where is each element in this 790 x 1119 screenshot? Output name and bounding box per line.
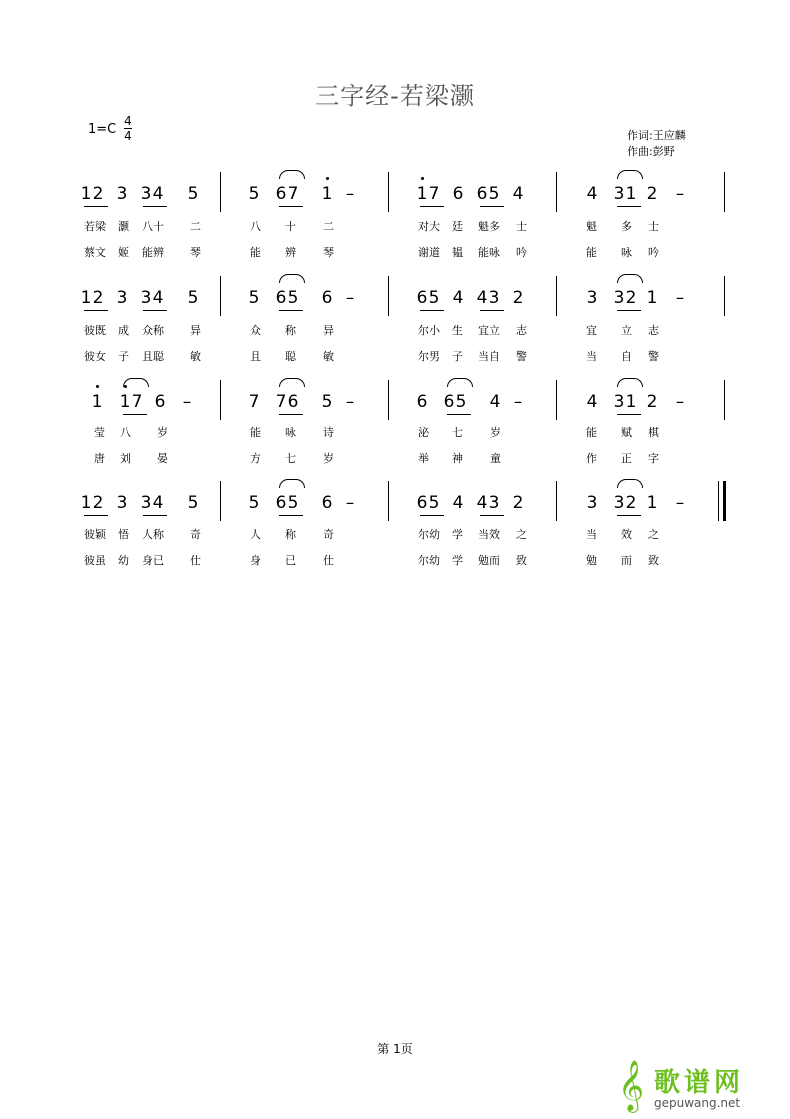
lyric-syllable: 举 — [418, 452, 429, 465]
lyric-syllable: 正 — [621, 452, 632, 465]
song-title: 三字经-若梁灏 — [315, 82, 475, 110]
lyric-syllable: 尔幼 — [418, 554, 440, 567]
note: 6 — [275, 493, 287, 513]
octave-dot — [421, 177, 424, 180]
barline — [388, 172, 389, 212]
note: 1 — [625, 392, 637, 412]
beam-underline — [420, 206, 444, 207]
lyric-syllable: 奇 — [190, 528, 201, 541]
lyric-syllable: 已 — [285, 554, 296, 567]
note: 2 — [646, 392, 658, 412]
beam-underline — [617, 515, 641, 516]
barline — [220, 481, 221, 521]
lyric-syllable: 能 — [250, 426, 261, 439]
note: 3 — [613, 288, 625, 308]
beam-underline — [143, 310, 167, 311]
note: 6 — [275, 184, 287, 204]
lyric-syllable: 琴 — [190, 246, 201, 259]
note: 3 — [488, 493, 500, 513]
note: 1 — [416, 184, 428, 204]
lyric-syllable: 志 — [648, 324, 659, 337]
beam-underline — [447, 414, 471, 415]
note: 3 — [613, 493, 625, 513]
lyric-syllable: 尔男 — [418, 350, 440, 363]
lyric-syllable: 警 — [516, 350, 527, 363]
note: 3 — [140, 493, 152, 513]
note: 6 — [476, 184, 488, 204]
watermark-logo — [618, 1062, 768, 1114]
note: 5 — [321, 392, 333, 412]
lyric-syllable: 身已 — [142, 554, 164, 567]
note: 6 — [452, 184, 464, 204]
beam-underline — [84, 206, 108, 207]
lyric-syllable: 二 — [323, 220, 334, 233]
lyricist: 作词:王应麟 — [627, 129, 686, 142]
lyric-syllable: 仕 — [323, 554, 334, 567]
note: 5 — [455, 392, 467, 412]
lyric-syllable: 七 — [452, 426, 463, 439]
dash-sustain: – — [513, 392, 523, 412]
barline — [724, 276, 725, 316]
note: 3 — [116, 184, 128, 204]
dash-sustain: – — [345, 493, 355, 513]
note: 2 — [512, 288, 524, 308]
note: 1 — [321, 184, 333, 204]
lyric-syllable: 韫 — [452, 246, 463, 259]
slur-arc — [123, 378, 149, 387]
beam-underline — [123, 414, 147, 415]
note: 3 — [613, 392, 625, 412]
lyric-syllable: 当效 — [478, 528, 500, 541]
note: 6 — [416, 288, 428, 308]
lyric-syllable: 效 — [621, 528, 632, 541]
lyric-syllable: 二 — [190, 220, 201, 233]
note: 6 — [321, 288, 333, 308]
note: 5 — [287, 493, 299, 513]
lyric-syllable: 学 — [452, 554, 463, 567]
beam-underline — [279, 310, 303, 311]
note: 5 — [248, 493, 260, 513]
lyric-syllable: 能辨 — [142, 246, 164, 259]
lyric-syllable: 方 — [250, 452, 261, 465]
dash-sustain: – — [345, 392, 355, 412]
lyric-syllable: 彼虽 — [84, 554, 106, 567]
slur-arc — [617, 479, 643, 488]
note: 2 — [625, 288, 637, 308]
beam-underline — [279, 515, 303, 516]
time-signature — [123, 114, 133, 143]
note: 4 — [152, 184, 164, 204]
note: 5 — [187, 288, 199, 308]
note: 5 — [287, 288, 299, 308]
note: 3 — [488, 288, 500, 308]
barline — [220, 380, 221, 420]
lyric-syllable: 学 — [452, 528, 463, 541]
lyric-syllable: 士 — [648, 220, 659, 233]
lyric-syllable: 奇 — [323, 528, 334, 541]
note: 5 — [187, 184, 199, 204]
slur-arc — [279, 274, 305, 283]
lyric-syllable: 魁 — [586, 220, 597, 233]
barline — [556, 380, 557, 420]
note: 7 — [248, 392, 260, 412]
lyric-syllable: 敏 — [190, 350, 201, 363]
dash-sustain: – — [182, 392, 192, 412]
beam-underline — [84, 515, 108, 516]
lyric-syllable: 警 — [648, 350, 659, 363]
treble-clef-icon: 𝄞 — [618, 1060, 645, 1111]
lyric-syllable: 异 — [323, 324, 334, 337]
final-barline-thick — [723, 481, 726, 521]
dash-sustain: – — [675, 184, 685, 204]
lyric-syllable: 当自 — [478, 350, 500, 363]
note: 5 — [187, 493, 199, 513]
lyric-syllable: 敏 — [323, 350, 334, 363]
barline — [220, 172, 221, 212]
lyric-syllable: 对大 — [418, 220, 440, 233]
lyric-syllable: 岁 — [323, 452, 334, 465]
lyric-syllable: 宜 — [586, 324, 597, 337]
lyric-syllable: 泌 — [418, 426, 429, 439]
beam-underline — [279, 206, 303, 207]
lyric-syllable: 立 — [621, 324, 632, 337]
slur-arc — [617, 170, 643, 179]
slur-arc — [617, 274, 643, 283]
note: 1 — [91, 392, 103, 412]
time-top: 4 — [124, 114, 132, 128]
lyric-syllable: 十 — [285, 220, 296, 233]
barline — [220, 276, 221, 316]
music-system — [0, 392, 790, 492]
note: 5 — [428, 288, 440, 308]
note: 5 — [248, 184, 260, 204]
beam-underline — [617, 414, 641, 415]
note: 4 — [452, 288, 464, 308]
lyric-syllable: 尔小 — [418, 324, 440, 337]
lyric-syllable: 而 — [621, 554, 632, 567]
lyric-syllable: 生 — [452, 324, 463, 337]
beam-underline — [617, 206, 641, 207]
lyric-syllable: 成 — [118, 324, 129, 337]
composer: 作曲:彭野 — [627, 145, 675, 158]
note: 3 — [116, 493, 128, 513]
beam-underline — [84, 310, 108, 311]
lyric-syllable: 咏 — [621, 246, 632, 259]
barline — [556, 481, 557, 521]
lyric-syllable: 幼 — [118, 554, 129, 567]
lyric-syllable: 赋 — [621, 426, 632, 439]
dash-sustain: – — [675, 392, 685, 412]
music-system — [0, 493, 790, 593]
lyric-syllable: 子 — [452, 350, 463, 363]
lyric-syllable: 多 — [621, 220, 632, 233]
note: 7 — [131, 392, 143, 412]
lyric-syllable: 魁多 — [478, 220, 500, 233]
lyric-syllable: 称 — [285, 324, 296, 337]
note: 6 — [416, 493, 428, 513]
beam-underline — [143, 515, 167, 516]
note: 5 — [488, 184, 500, 204]
slur-arc — [447, 378, 473, 387]
lyric-syllable: 晏 — [157, 452, 168, 465]
lyric-syllable: 勉 — [586, 554, 597, 567]
lyric-syllable: 若梁 — [84, 220, 106, 233]
lyric-syllable: 姬 — [118, 246, 129, 259]
octave-dot — [96, 385, 99, 388]
beam-underline — [480, 515, 504, 516]
lyric-syllable: 辨 — [285, 246, 296, 259]
note: 1 — [646, 288, 658, 308]
note: 7 — [287, 184, 299, 204]
lyric-syllable: 且 — [250, 350, 261, 363]
note: 6 — [416, 392, 428, 412]
lyric-syllable: 刘 — [120, 452, 131, 465]
barline — [388, 481, 389, 521]
lyric-syllable: 称 — [285, 528, 296, 541]
note: 7 — [275, 392, 287, 412]
lyric-syllable: 谢道 — [418, 246, 440, 259]
note: 4 — [476, 493, 488, 513]
lyric-syllable: 廷 — [452, 220, 463, 233]
dash-sustain: – — [345, 288, 355, 308]
dash-sustain: – — [345, 184, 355, 204]
dash-sustain: – — [675, 288, 685, 308]
lyric-syllable: 子 — [118, 350, 129, 363]
note: 4 — [452, 493, 464, 513]
lyric-syllable: 能咏 — [478, 246, 500, 259]
lyric-syllable: 诗 — [323, 426, 334, 439]
octave-dot — [326, 177, 329, 180]
note: 6 — [443, 392, 455, 412]
lyric-syllable: 神 — [452, 452, 463, 465]
lyric-syllable: 能 — [586, 426, 597, 439]
lyric-syllable: 能 — [586, 246, 597, 259]
barline — [388, 276, 389, 316]
barline — [556, 172, 557, 212]
lyric-syllable: 致 — [516, 554, 527, 567]
note: 7 — [428, 184, 440, 204]
credits — [627, 128, 686, 160]
note: 6 — [154, 392, 166, 412]
note: 4 — [586, 184, 598, 204]
beam-underline — [143, 206, 167, 207]
note: 3 — [140, 288, 152, 308]
note: 3 — [613, 184, 625, 204]
watermark-name: 歌谱网 — [654, 1068, 745, 1098]
dash-sustain: – — [675, 493, 685, 513]
key-label: 1=C — [88, 122, 117, 137]
note: 4 — [152, 288, 164, 308]
lyric-syllable: 吟 — [516, 246, 527, 259]
note: 6 — [275, 288, 287, 308]
lyric-syllable: 致 — [648, 554, 659, 567]
lyric-syllable: 灏 — [118, 220, 129, 233]
note: 6 — [287, 392, 299, 412]
lyric-syllable: 自 — [621, 350, 632, 363]
note: 5 — [428, 493, 440, 513]
lyric-syllable: 众称 — [142, 324, 164, 337]
note: 1 — [625, 184, 637, 204]
beam-underline — [420, 515, 444, 516]
lyric-syllable: 志 — [516, 324, 527, 337]
note: 6 — [321, 493, 333, 513]
beam-underline — [480, 310, 504, 311]
lyric-syllable: 聪 — [285, 350, 296, 363]
lyric-syllable: 仕 — [190, 554, 201, 567]
lyric-syllable: 彼既 — [84, 324, 106, 337]
barline — [724, 380, 725, 420]
note: 1 — [80, 493, 92, 513]
note: 2 — [646, 184, 658, 204]
lyric-syllable: 悟 — [118, 528, 129, 541]
note: 2 — [512, 493, 524, 513]
barline — [724, 172, 725, 212]
lyric-syllable: 人 — [250, 528, 261, 541]
lyric-syllable: 异 — [190, 324, 201, 337]
note: 3 — [586, 288, 598, 308]
lyric-syllable: 岁 — [157, 426, 168, 439]
note: 4 — [586, 392, 598, 412]
lyric-syllable: 莹 — [94, 426, 105, 439]
note: 4 — [152, 493, 164, 513]
lyric-syllable: 士 — [516, 220, 527, 233]
time-bottom: 4 — [124, 129, 132, 143]
music-system — [0, 288, 790, 388]
note: 2 — [625, 493, 637, 513]
lyric-syllable: 岁 — [490, 426, 501, 439]
lyric-syllable: 棋 — [648, 426, 659, 439]
note: 2 — [92, 184, 104, 204]
lyric-syllable: 字 — [648, 452, 659, 465]
note: 3 — [140, 184, 152, 204]
note: 1 — [119, 392, 131, 412]
lyric-syllable: 八 — [120, 426, 131, 439]
note: 1 — [80, 184, 92, 204]
lyric-syllable: 且聪 — [142, 350, 164, 363]
slur-arc — [279, 170, 305, 179]
lyric-syllable: 作 — [586, 452, 597, 465]
lyric-syllable: 尔幼 — [418, 528, 440, 541]
lyric-syllable: 众 — [250, 324, 261, 337]
watermark-url: gepuwang.net — [654, 1096, 741, 1110]
lyric-syllable: 吟 — [648, 246, 659, 259]
slur-arc — [279, 479, 305, 488]
lyric-syllable: 蔡文 — [84, 246, 106, 259]
slur-arc — [279, 378, 305, 387]
note: 3 — [586, 493, 598, 513]
slur-arc — [617, 378, 643, 387]
lyric-syllable: 唐 — [94, 452, 105, 465]
note: 2 — [92, 288, 104, 308]
note: 4 — [512, 184, 524, 204]
note: 3 — [116, 288, 128, 308]
lyric-syllable: 当 — [586, 350, 597, 363]
note: 2 — [92, 493, 104, 513]
beam-underline — [480, 206, 504, 207]
beam-underline — [617, 310, 641, 311]
note: 4 — [476, 288, 488, 308]
note: 4 — [489, 392, 501, 412]
lyric-syllable: 身 — [250, 554, 261, 567]
note: 1 — [646, 493, 658, 513]
barline — [556, 276, 557, 316]
lyric-syllable: 咏 — [285, 426, 296, 439]
beam-underline — [420, 310, 444, 311]
lyric-syllable: 勉而 — [478, 554, 500, 567]
lyric-syllable: 之 — [516, 528, 527, 541]
note: 1 — [80, 288, 92, 308]
beam-underline — [279, 414, 303, 415]
lyric-syllable: 宜立 — [478, 324, 500, 337]
lyric-syllable: 彼颖 — [84, 528, 106, 541]
lyric-syllable: 八 — [250, 220, 261, 233]
lyric-syllable: 人称 — [142, 528, 164, 541]
lyric-syllable: 童 — [490, 452, 501, 465]
barline — [388, 380, 389, 420]
lyric-syllable: 七 — [285, 452, 296, 465]
lyric-syllable: 琴 — [323, 246, 334, 259]
note: 5 — [248, 288, 260, 308]
music-system — [0, 184, 790, 284]
lyric-syllable: 八十 — [142, 220, 164, 233]
lyric-syllable: 能 — [250, 246, 261, 259]
lyric-syllable: 彼女 — [84, 350, 106, 363]
lyric-syllable: 当 — [586, 528, 597, 541]
lyric-syllable: 之 — [648, 528, 659, 541]
page-number: 第 1页 — [377, 1042, 413, 1056]
final-barline-thin — [718, 481, 719, 521]
